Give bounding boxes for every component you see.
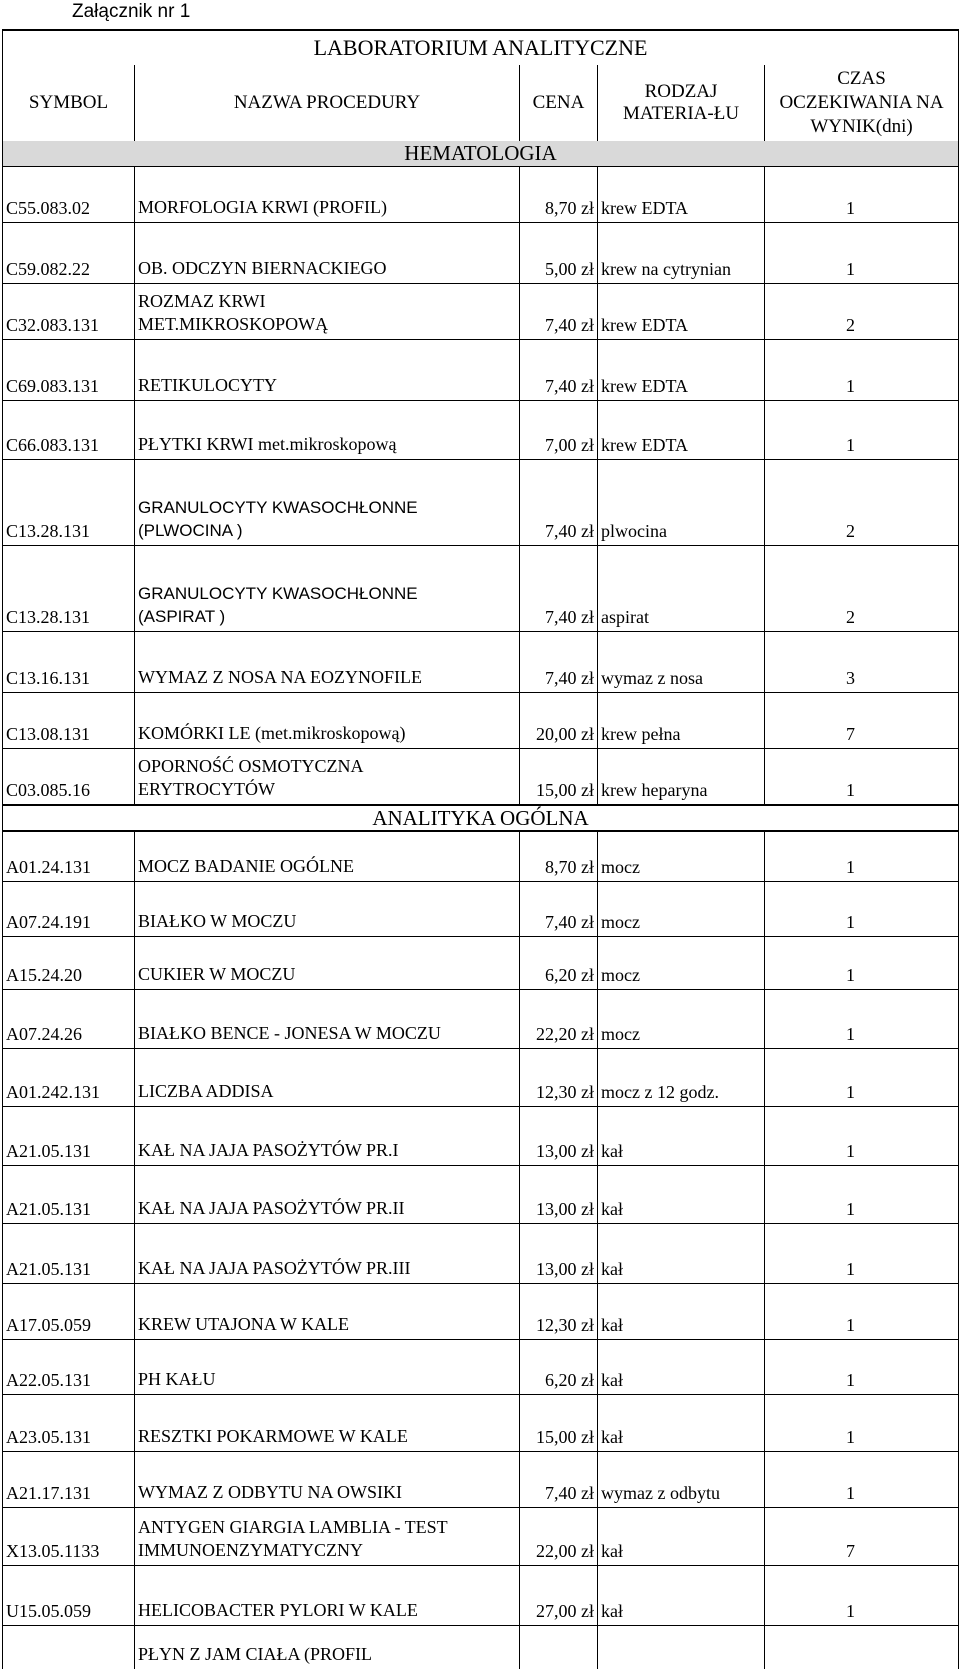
cell-wait-time [765, 937, 959, 990]
table-row [3, 340, 959, 401]
wait-time-value: 1 [768, 1199, 955, 1220]
cell-procedure-name [135, 749, 520, 806]
cell-procedure-name [135, 1224, 520, 1284]
cell-wait-time [765, 1166, 959, 1224]
procedure-name-line: ROZMAZ KRWI [138, 290, 516, 313]
cell-symbol: U15.05.059 [3, 1566, 135, 1626]
procedure-name-line: MOCZ BADANIE OGÓLNE [138, 855, 516, 878]
cell-symbol: A21.05.131 [3, 1224, 135, 1284]
cell-symbol: A23.05.131 [3, 1395, 135, 1452]
cell-procedure-name [135, 223, 520, 284]
cell-procedure-name [135, 1166, 520, 1224]
procedure-name-line: BIAŁKO BENCE - JONESA W MOCZU [138, 1022, 516, 1045]
wait-time-value: 7 [768, 1541, 955, 1562]
wait-time-value: 1 [768, 376, 955, 397]
cell-material: kał [598, 1107, 765, 1166]
cell-material: krew pełna [598, 693, 765, 749]
header-price: CENA [520, 65, 598, 141]
table-row [3, 632, 959, 693]
header-name: NAZWA PROCEDURY [135, 65, 520, 141]
cell-material: wymaz z nosa [598, 632, 765, 693]
table-row [3, 401, 959, 460]
section-header [3, 805, 959, 831]
cell-symbol: A22.05.131 [3, 1340, 135, 1395]
cell-material: kał [598, 1284, 765, 1340]
header-time-line: CZAS [768, 67, 955, 91]
cell-wait-time [765, 460, 959, 546]
cell-material: mocz [598, 882, 765, 937]
cell-procedure-name [135, 882, 520, 937]
cell-wait-time [765, 1340, 959, 1395]
cell-material: kał [598, 1224, 765, 1284]
wait-time-value: 1 [768, 259, 955, 280]
header-material-line: MATERIA-ŁU [601, 103, 761, 125]
cell-material: aspirat [598, 546, 765, 632]
cell-wait-time [765, 340, 959, 401]
cell-material: krew EDTA [598, 401, 765, 460]
procedure-name-line: MET.MIKROSKOPOWĄ [138, 313, 516, 336]
cell-symbol: A21.17.131 [3, 1452, 135, 1508]
table-row [3, 882, 959, 937]
cell-procedure-name [135, 632, 520, 693]
cell-wait-time [765, 693, 959, 749]
cell-wait-time [765, 882, 959, 937]
wait-time-value: 1 [768, 1315, 955, 1336]
table-row [3, 1395, 959, 1452]
cell-symbol: A01.242.131 [3, 1049, 135, 1107]
cell-price: 7,40 zł [520, 284, 598, 340]
cell-symbol: A21.05.131 [3, 1107, 135, 1166]
procedure-name-line: ERYTROCYTÓW [138, 778, 516, 801]
procedure-name-line: KAŁ NA JAJA PASOŻYTÓW PR.I [138, 1139, 516, 1162]
cell-price: 8,70 zł [520, 831, 598, 882]
table-row [3, 1452, 959, 1508]
section-header [3, 141, 959, 167]
procedure-name-line: PŁYTKI KRWI met.mikroskopową [138, 433, 516, 456]
annex-label: Załącznik nr 1 [72, 1, 190, 23]
cell-wait-time [765, 223, 959, 284]
cell-procedure-name [135, 401, 520, 460]
cell-material: kał [598, 1508, 765, 1566]
cell-material: kał [598, 1566, 765, 1626]
cell-price: 13,00 zł [520, 1224, 598, 1284]
wait-time-value: 1 [768, 857, 955, 878]
cell-symbol: C66.083.131 [3, 401, 135, 460]
cell-procedure-name [135, 284, 520, 340]
cell-price: 7,00 zł [520, 401, 598, 460]
header-time-line: WYNIK(dni) [768, 115, 955, 139]
cell-price: 6,20 zł [520, 1340, 598, 1395]
cell-procedure-name [135, 1284, 520, 1340]
header-symbol: SYMBOL [3, 65, 135, 141]
cell-wait-time [765, 1224, 959, 1284]
cell-procedure-name [135, 1049, 520, 1107]
cell-symbol: C03.085.16 [3, 749, 135, 806]
cell-procedure-name [135, 1452, 520, 1508]
cell-material: wymaz z odbytu [598, 1452, 765, 1508]
cell-procedure-name [135, 1107, 520, 1166]
cell-wait-time [765, 749, 959, 806]
cell-material: krew na cytrynian [598, 223, 765, 284]
procedure-name-line: LICZBA ADDISA [138, 1080, 516, 1103]
procedure-name-line: GRANULOCYTY KWASOCHŁONNE [138, 496, 516, 519]
cell-material [598, 1626, 765, 1669]
cell-symbol: A01.24.131 [3, 831, 135, 882]
cell-wait-time [765, 1566, 959, 1626]
cell-price: 13,00 zł [520, 1166, 598, 1224]
wait-time-value: 2 [768, 521, 955, 542]
procedure-name-line: HELICOBACTER PYLORI W KALE [138, 1599, 516, 1622]
procedure-name-line: ANTYGEN GIARGIA LAMBLIA - TEST [138, 1516, 516, 1539]
cell-wait-time [765, 1626, 959, 1669]
cell-material: krew EDTA [598, 340, 765, 401]
cell-price: 8,70 zł [520, 167, 598, 223]
cell-symbol: C13.08.131 [3, 693, 135, 749]
cell-procedure-name [135, 693, 520, 749]
procedure-name-line: RETIKULOCYTY [138, 374, 516, 397]
cell-procedure-name [135, 546, 520, 632]
cell-symbol: C13.28.131 [3, 546, 135, 632]
table-row [3, 1107, 959, 1166]
wait-time-value: 1 [768, 912, 955, 933]
procedure-name-line: KAŁ NA JAJA PASOŻYTÓW PR.II [138, 1197, 516, 1220]
cell-price: 7,40 zł [520, 340, 598, 401]
procedure-name-line: RESZTKI POKARMOWE W KALE [138, 1425, 516, 1448]
cell-wait-time [765, 284, 959, 340]
cell-price: 6,20 zł [520, 937, 598, 990]
cell-price: 15,00 zł [520, 1395, 598, 1452]
cell-price: 7,40 zł [520, 1452, 598, 1508]
cell-price: 22,20 zł [520, 990, 598, 1049]
cell-procedure-name [135, 167, 520, 223]
cell-wait-time [765, 1508, 959, 1566]
cell-procedure-name [135, 340, 520, 401]
procedure-name-line: KREW UTAJONA W KALE [138, 1313, 516, 1336]
wait-time-value: 1 [768, 1601, 955, 1622]
table-row [3, 831, 959, 882]
wait-time-value: 1 [768, 1024, 955, 1045]
cell-wait-time [765, 1395, 959, 1452]
cell-symbol: A21.05.131 [3, 1166, 135, 1224]
section-title: ANALITYKA OGÓLNA [3, 805, 959, 831]
cell-symbol: A15.24.20 [3, 937, 135, 990]
cell-price: 13,00 zł [520, 1107, 598, 1166]
wait-time-value: 1 [768, 1259, 955, 1280]
table-row [3, 749, 959, 806]
procedure-name-line: OPORNOŚĆ OSMOTYCZNA [138, 755, 516, 778]
procedure-name-line: WYMAZ Z ODBYTU NA OWSIKI [138, 1481, 516, 1504]
table-row [3, 460, 959, 546]
cell-wait-time [765, 632, 959, 693]
wait-time-value: 1 [768, 1370, 955, 1391]
cell-price: 15,00 zł [520, 749, 598, 806]
table-row [3, 1224, 959, 1284]
cell-symbol [3, 1626, 135, 1669]
cell-material: mocz [598, 990, 765, 1049]
cell-material: kał [598, 1340, 765, 1395]
cell-price [520, 1626, 598, 1669]
wait-time-value: 2 [768, 315, 955, 336]
cell-price: 27,00 zł [520, 1566, 598, 1626]
cell-symbol: A07.24.191 [3, 882, 135, 937]
procedure-name-line: CUKIER W MOCZU [138, 963, 516, 986]
cell-procedure-name [135, 1340, 520, 1395]
cell-wait-time [765, 1284, 959, 1340]
cell-symbol: C59.082.22 [3, 223, 135, 284]
cell-symbol: A17.05.059 [3, 1284, 135, 1340]
cell-wait-time [765, 167, 959, 223]
procedure-name-line: PH KAŁU [138, 1368, 516, 1391]
cell-material: krew heparyna [598, 749, 765, 806]
procedure-name-line: WYMAZ Z NOSA NA EOZYNOFILE [138, 666, 516, 689]
procedure-name-line: KOMÓRKI LE (met.mikroskopową) [138, 722, 516, 745]
wait-time-value: 3 [768, 668, 955, 689]
cell-wait-time [765, 546, 959, 632]
cell-material: mocz [598, 831, 765, 882]
table-title: LABORATORIUM ANALITYCZNE [3, 30, 959, 65]
cell-material: krew EDTA [598, 167, 765, 223]
cell-symbol: A07.24.26 [3, 990, 135, 1049]
wait-time-value: 1 [768, 1141, 955, 1162]
cell-material: mocz z 12 godz. [598, 1049, 765, 1107]
cell-procedure-name [135, 460, 520, 546]
cell-price: 7,40 zł [520, 546, 598, 632]
cell-price: 22,00 zł [520, 1508, 598, 1566]
wait-time-value: 1 [768, 435, 955, 456]
wait-time-value: 1 [768, 198, 955, 219]
cell-wait-time [765, 1452, 959, 1508]
cell-wait-time [765, 831, 959, 882]
cell-material: krew EDTA [598, 284, 765, 340]
procedure-name-line: (PLWOCINA ) [138, 519, 516, 542]
procedure-name-line: MORFOLOGIA KRWI (PROFIL) [138, 196, 516, 219]
price-table [2, 29, 959, 1669]
cell-price: 7,40 zł [520, 632, 598, 693]
cell-wait-time [765, 401, 959, 460]
table-row [3, 937, 959, 990]
wait-time-value: 1 [768, 1082, 955, 1103]
cell-price: 20,00 zł [520, 693, 598, 749]
cell-symbol: C55.083.02 [3, 167, 135, 223]
header-material-line: RODZAJ [601, 81, 761, 103]
table-row [3, 1508, 959, 1566]
cell-wait-time [765, 990, 959, 1049]
cell-procedure-name [135, 1395, 520, 1452]
table-row [3, 1566, 959, 1626]
wait-time-value: 1 [768, 780, 955, 801]
header-material [598, 65, 765, 141]
wait-time-value: 7 [768, 724, 955, 745]
header-time [765, 65, 959, 141]
cell-material: plwocina [598, 460, 765, 546]
cell-symbol: C32.083.131 [3, 284, 135, 340]
procedure-name-line: (ASPIRAT ) [138, 605, 516, 628]
wait-time-value: 1 [768, 1427, 955, 1448]
cell-wait-time [765, 1049, 959, 1107]
cell-symbol: C69.083.131 [3, 340, 135, 401]
table-row [3, 1049, 959, 1107]
cell-price: 5,00 zł [520, 223, 598, 284]
wait-time-value: 1 [768, 1483, 955, 1504]
table-row [3, 284, 959, 340]
table-row [3, 1340, 959, 1395]
table-row [3, 1626, 959, 1669]
cell-symbol: C13.28.131 [3, 460, 135, 546]
wait-time-value: 2 [768, 607, 955, 628]
table-row [3, 1166, 959, 1224]
cell-procedure-name [135, 990, 520, 1049]
cell-symbol: C13.16.131 [3, 632, 135, 693]
cell-procedure-name [135, 1626, 520, 1669]
table-row [3, 546, 959, 632]
cell-symbol: X13.05.1133 [3, 1508, 135, 1566]
cell-material: mocz [598, 937, 765, 990]
cell-procedure-name [135, 1566, 520, 1626]
wait-time-value: 1 [768, 965, 955, 986]
cell-price: 12,30 zł [520, 1049, 598, 1107]
cell-procedure-name [135, 937, 520, 990]
table-row [3, 693, 959, 749]
table-row [3, 1284, 959, 1340]
cell-procedure-name [135, 1508, 520, 1566]
table-row [3, 223, 959, 284]
table-row [3, 167, 959, 223]
cell-price: 7,40 zł [520, 460, 598, 546]
cell-price: 7,40 zł [520, 882, 598, 937]
procedure-name-line: IMMUNOENZYMATYCZNY [138, 1539, 516, 1562]
procedure-name-line: KAŁ NA JAJA PASOŻYTÓW PR.III [138, 1257, 516, 1280]
cell-material: kał [598, 1166, 765, 1224]
cell-wait-time [765, 1107, 959, 1166]
procedure-name-line: BIAŁKO W MOCZU [138, 910, 516, 933]
procedure-name-line: PŁYN Z JAM CIAŁA (PROFIL [138, 1643, 516, 1666]
cell-material: kał [598, 1395, 765, 1452]
cell-procedure-name [135, 831, 520, 882]
header-time-line: OCZEKIWANIA NA [768, 91, 955, 115]
section-title: HEMATOLOGIA [3, 141, 959, 167]
procedure-name-line: OB. ODCZYN BIERNACKIEGO [138, 257, 516, 280]
procedure-name-line: GRANULOCYTY KWASOCHŁONNE [138, 582, 516, 605]
cell-price: 12,30 zł [520, 1284, 598, 1340]
table-row [3, 990, 959, 1049]
